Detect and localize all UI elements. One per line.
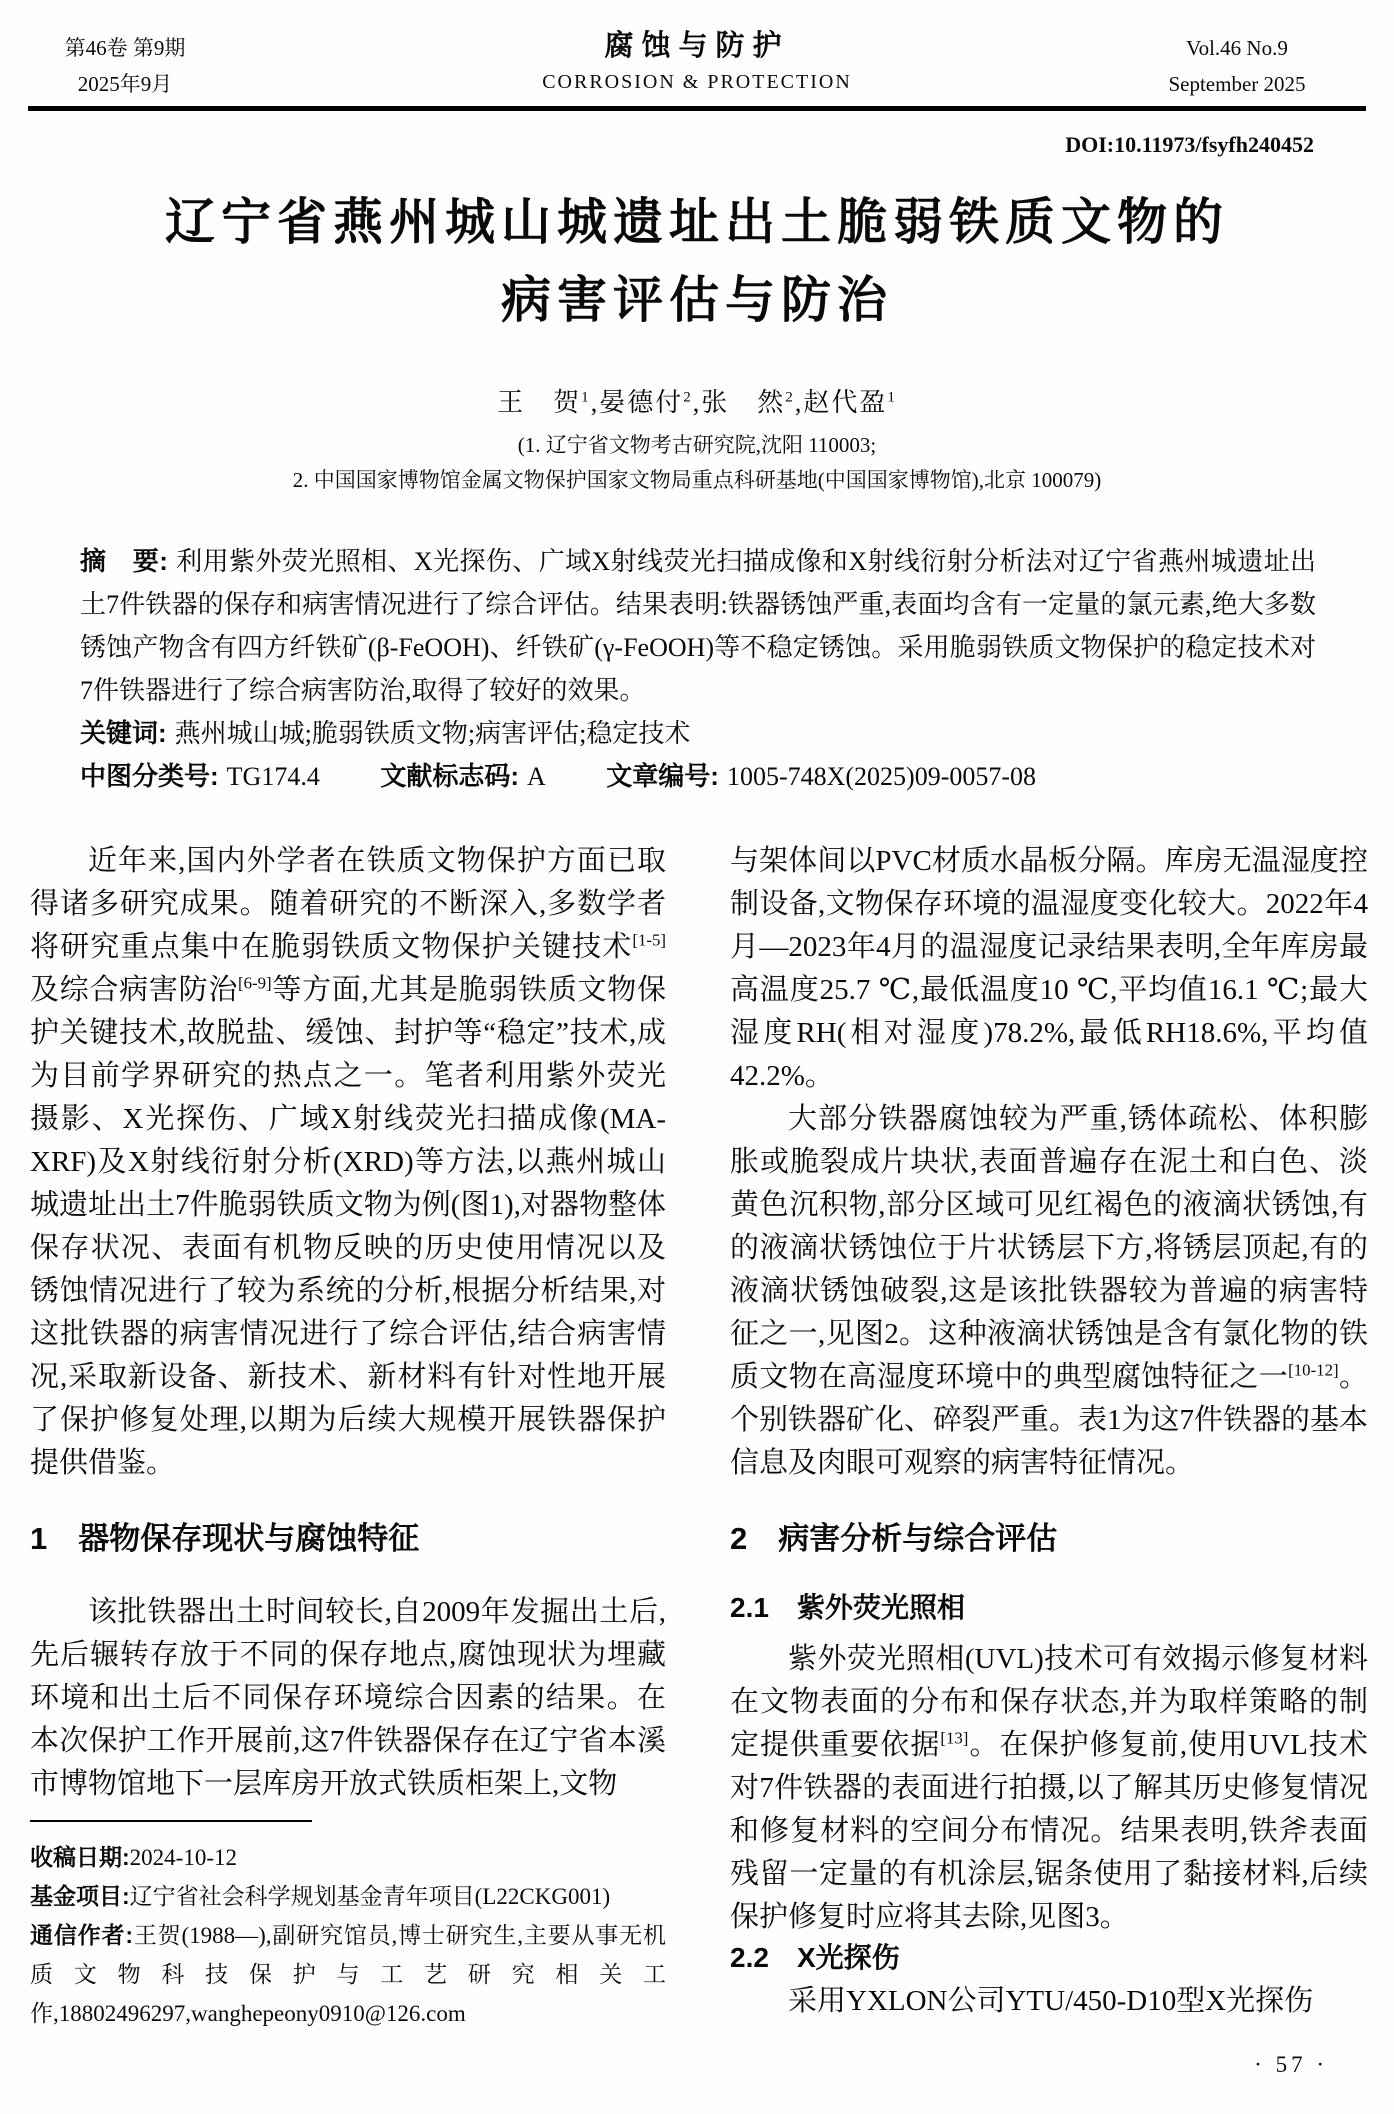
left-column — [30, 840, 666, 2033]
section-2-1-number: 2.1 — [730, 1592, 769, 1623]
article-id-value: 1005-748X(2025)09-0057-08 — [726, 762, 1037, 791]
journal-title-en: CORROSION & PROTECTION — [542, 71, 852, 93]
clc-value: TG174.4 — [226, 762, 320, 791]
clc-label: 中图分类号: — [80, 761, 219, 791]
section-2-2-title: X光探伤 — [796, 1942, 900, 1973]
footnote-received-date — [30, 1838, 666, 1877]
authors-line: 王 贺$^1$,晏德付$^2$,张 然$^2$,赵代盈$^1$ — [497, 388, 897, 417]
xray-paragraph: 采用YXLON公司YTU/450-D10型X光探伤 — [788, 1985, 1314, 2017]
abstract-block — [80, 540, 1316, 798]
section-2-1-heading — [730, 1591, 1368, 1624]
doi-text: DOI:10.11973/fsyfh240452 — [1065, 132, 1314, 157]
issue-date-en: September 2025 — [1168, 72, 1306, 96]
affiliations — [0, 428, 1394, 498]
footnotes — [30, 1822, 666, 2033]
funding-value: 辽宁省社会科学规划基金青年项目(L22CKG001) — [129, 1884, 611, 1909]
section-1-title: 器物保存现状与腐蚀特征 — [78, 1521, 420, 1556]
header-rule — [28, 106, 1366, 111]
section-1-paragraph: 该批铁器出土时间较长,自2009年发掘出土后,先后辗转存放于不同的保存地点,腐蚀现状为埋藏环境和出土后不同保存环境综合因素的结果。在本次保护工作开展前,这7件铁器保存在辽宁省本溪市博物馆地下一层库房开放式铁质柜架上,文物 — [30, 1596, 666, 1800]
affiliation-1: (1. 辽宁省文物考古研究院,沈阳 110003; — [517, 433, 877, 457]
section-2-2-number: 2.2 — [730, 1942, 769, 1973]
footnote-corresponding-author — [30, 1916, 666, 2033]
article-id-label: 文章编号: — [606, 761, 719, 791]
uvl-paragraph: 紫外荧光照相(UVL)技术可有效揭示修复材料在文物表面的分布和保存状态,并为取样策略的制定提供重要依据[13]。在保护修复前,使用UVL技术对7件铁器的表面进行拍摄,以了解其历史修复情况和修复材料的空间分布情况。结果表明,铁斧表面残留一定量的有机涂层,锯条使用了黏接材料,后续保护修复时应将其去除,见图3。 — [730, 1643, 1368, 1933]
doc-code-value: A — [527, 762, 546, 791]
section-2-title: 病害分析与综合评估 — [778, 1521, 1058, 1556]
received-date-label: 收稿日期: — [30, 1844, 130, 1870]
keywords-label: 关键词: — [80, 718, 167, 748]
section-2-number: 2 — [730, 1521, 748, 1556]
right-column — [730, 840, 1368, 2023]
keywords-text: 燕州城山城;脆弱铁质文物;病害评估;稳定技术 — [174, 719, 691, 748]
volume-issue-cn: 第46卷 第9期 — [64, 36, 186, 60]
article-title — [0, 183, 1394, 339]
intro-paragraph: 近年来,国内外学者在铁质文物保护方面已取得诸多研究成果。随着研究的不断深入,多数学者将研究重点集中在脆弱铁质文物保护关键技术[1-5]及综合病害防治[6-9]等方面,尤其是脆弱铁质文物保护关键技术,故脱盐、缓蚀、封护等“稳定”技术,成为目前学界研究的热点之一。笔者利用紫外荧光摄影、X光探伤、广域X射线荧光扫描成像(MA-XRF)及X射线衍射分析(XRD)等方法,以燕州城山城遗址出土7件脆弱铁质文物为例(图1),对器物整体保存状况、表面有机物反映的历史使用情况以及锈蚀情况进行了较为系统的分析,根据分析结果,对这批铁器的病害情况进行了综合评估,结合病害情况,采取新设备、新技术、新材料有针对性地开展了保护修复处理,以期为后续大规模开展铁器保护提供借鉴。 — [30, 845, 666, 1479]
article-title-line1: 辽宁省燕州城山城遗址出土脆弱铁质文物的 — [165, 194, 1229, 250]
section-1-number: 1 — [30, 1521, 48, 1556]
doc-code-label: 文献标志码: — [380, 761, 520, 791]
classification-line — [80, 755, 1316, 798]
section-2-1-title: 紫外荧光照相 — [796, 1592, 965, 1623]
corrosion-description-paragraph: 大部分铁器腐蚀较为严重,锈体疏松、体积膨胀或脆裂成片块状,表面普遍存在泥土和白色、淡黄色沉积物,部分区域可见红褐色的液滴状锈蚀,有的液滴状锈蚀位于片状锈层下方,将锈层顶起,有的液滴状锈蚀破裂,这是该批铁器较为普遍的病害特征之一,见图2。这种液滴状锈蚀是含有氯化物的铁质文物在高湿度环境中的典型腐蚀特征之一[10-12]。个别铁器矿化、碎裂严重。表1为这7件铁器的基本信息及肉眼可观察的病害特征情况。 — [730, 1103, 1369, 1479]
abstract-text: 利用紫外荧光照相、X光探伤、广域X射线荧光扫描成像和X射线衍射分析法对辽宁省燕州城遗址出土7件铁器的保存和病害情况进行了综合评估。结果表明:铁器锈蚀严重,表面均含有一定量的氯元素,绝大多数锈蚀产物含有四方纤铁矿(β-FeOOH)、纤铁矿(γ-FeOOH)等不稳定锈蚀。采用脆弱铁质文物保护的稳定技术对7件铁器进行了综合病害防治,取得了较好的效果。 — [80, 547, 1316, 705]
received-date-value: 2024-10-12 — [129, 1845, 237, 1870]
volume-issue-en: Vol.46 No.9 — [1186, 36, 1288, 60]
clc-group — [80, 762, 320, 791]
corresponding-author-value: 王贺(1988—),副研究馆员,博士研究生,主要从事无机质文物科技保护与工艺研究相关工作,18802496297,wanghepeony0910@126.com — [30, 1923, 666, 2026]
section-2-2-heading — [730, 1941, 1368, 1974]
abstract-paragraph — [80, 540, 1316, 712]
keywords-line — [80, 712, 1316, 755]
corresponding-author-label: 通信作者: — [30, 1922, 133, 1948]
journal-title-cn: 腐蚀与防护 — [604, 30, 790, 62]
abstract-label: 摘 要: — [80, 546, 168, 576]
issue-date-cn: 2025年9月 — [77, 72, 173, 96]
article-id-group — [606, 762, 1036, 791]
storage-environment-paragraph: 与架体间以PVC材质水晶板分隔。库房无温湿度控制设备,文物保存环境的温湿度变化较大。2022年4月—2023年4月的温湿度记录结果表明,全年库房最高温度25.7 ℃,最低温度10 ℃,平均值16.1 ℃;最大湿度RH(相对湿度)78.2%,最低RH18.6%,平均值42.2%。 — [730, 845, 1368, 1092]
header-right — [1122, 30, 1352, 102]
doc-code-group — [380, 762, 545, 791]
affiliation-2: 2. 中国国家博物馆金属文物保护国家文物局重点科研基地(中国国家博物馆),北京 100079) — [292, 468, 1102, 492]
page-number: · 57 · — [1254, 2052, 1328, 2077]
footnote-funding — [30, 1877, 666, 1916]
funding-label: 基金项目: — [30, 1883, 130, 1909]
section-1-heading — [30, 1521, 666, 1557]
article-title-line2: 病害评估与防治 — [501, 272, 893, 328]
section-2-heading — [730, 1521, 1368, 1557]
